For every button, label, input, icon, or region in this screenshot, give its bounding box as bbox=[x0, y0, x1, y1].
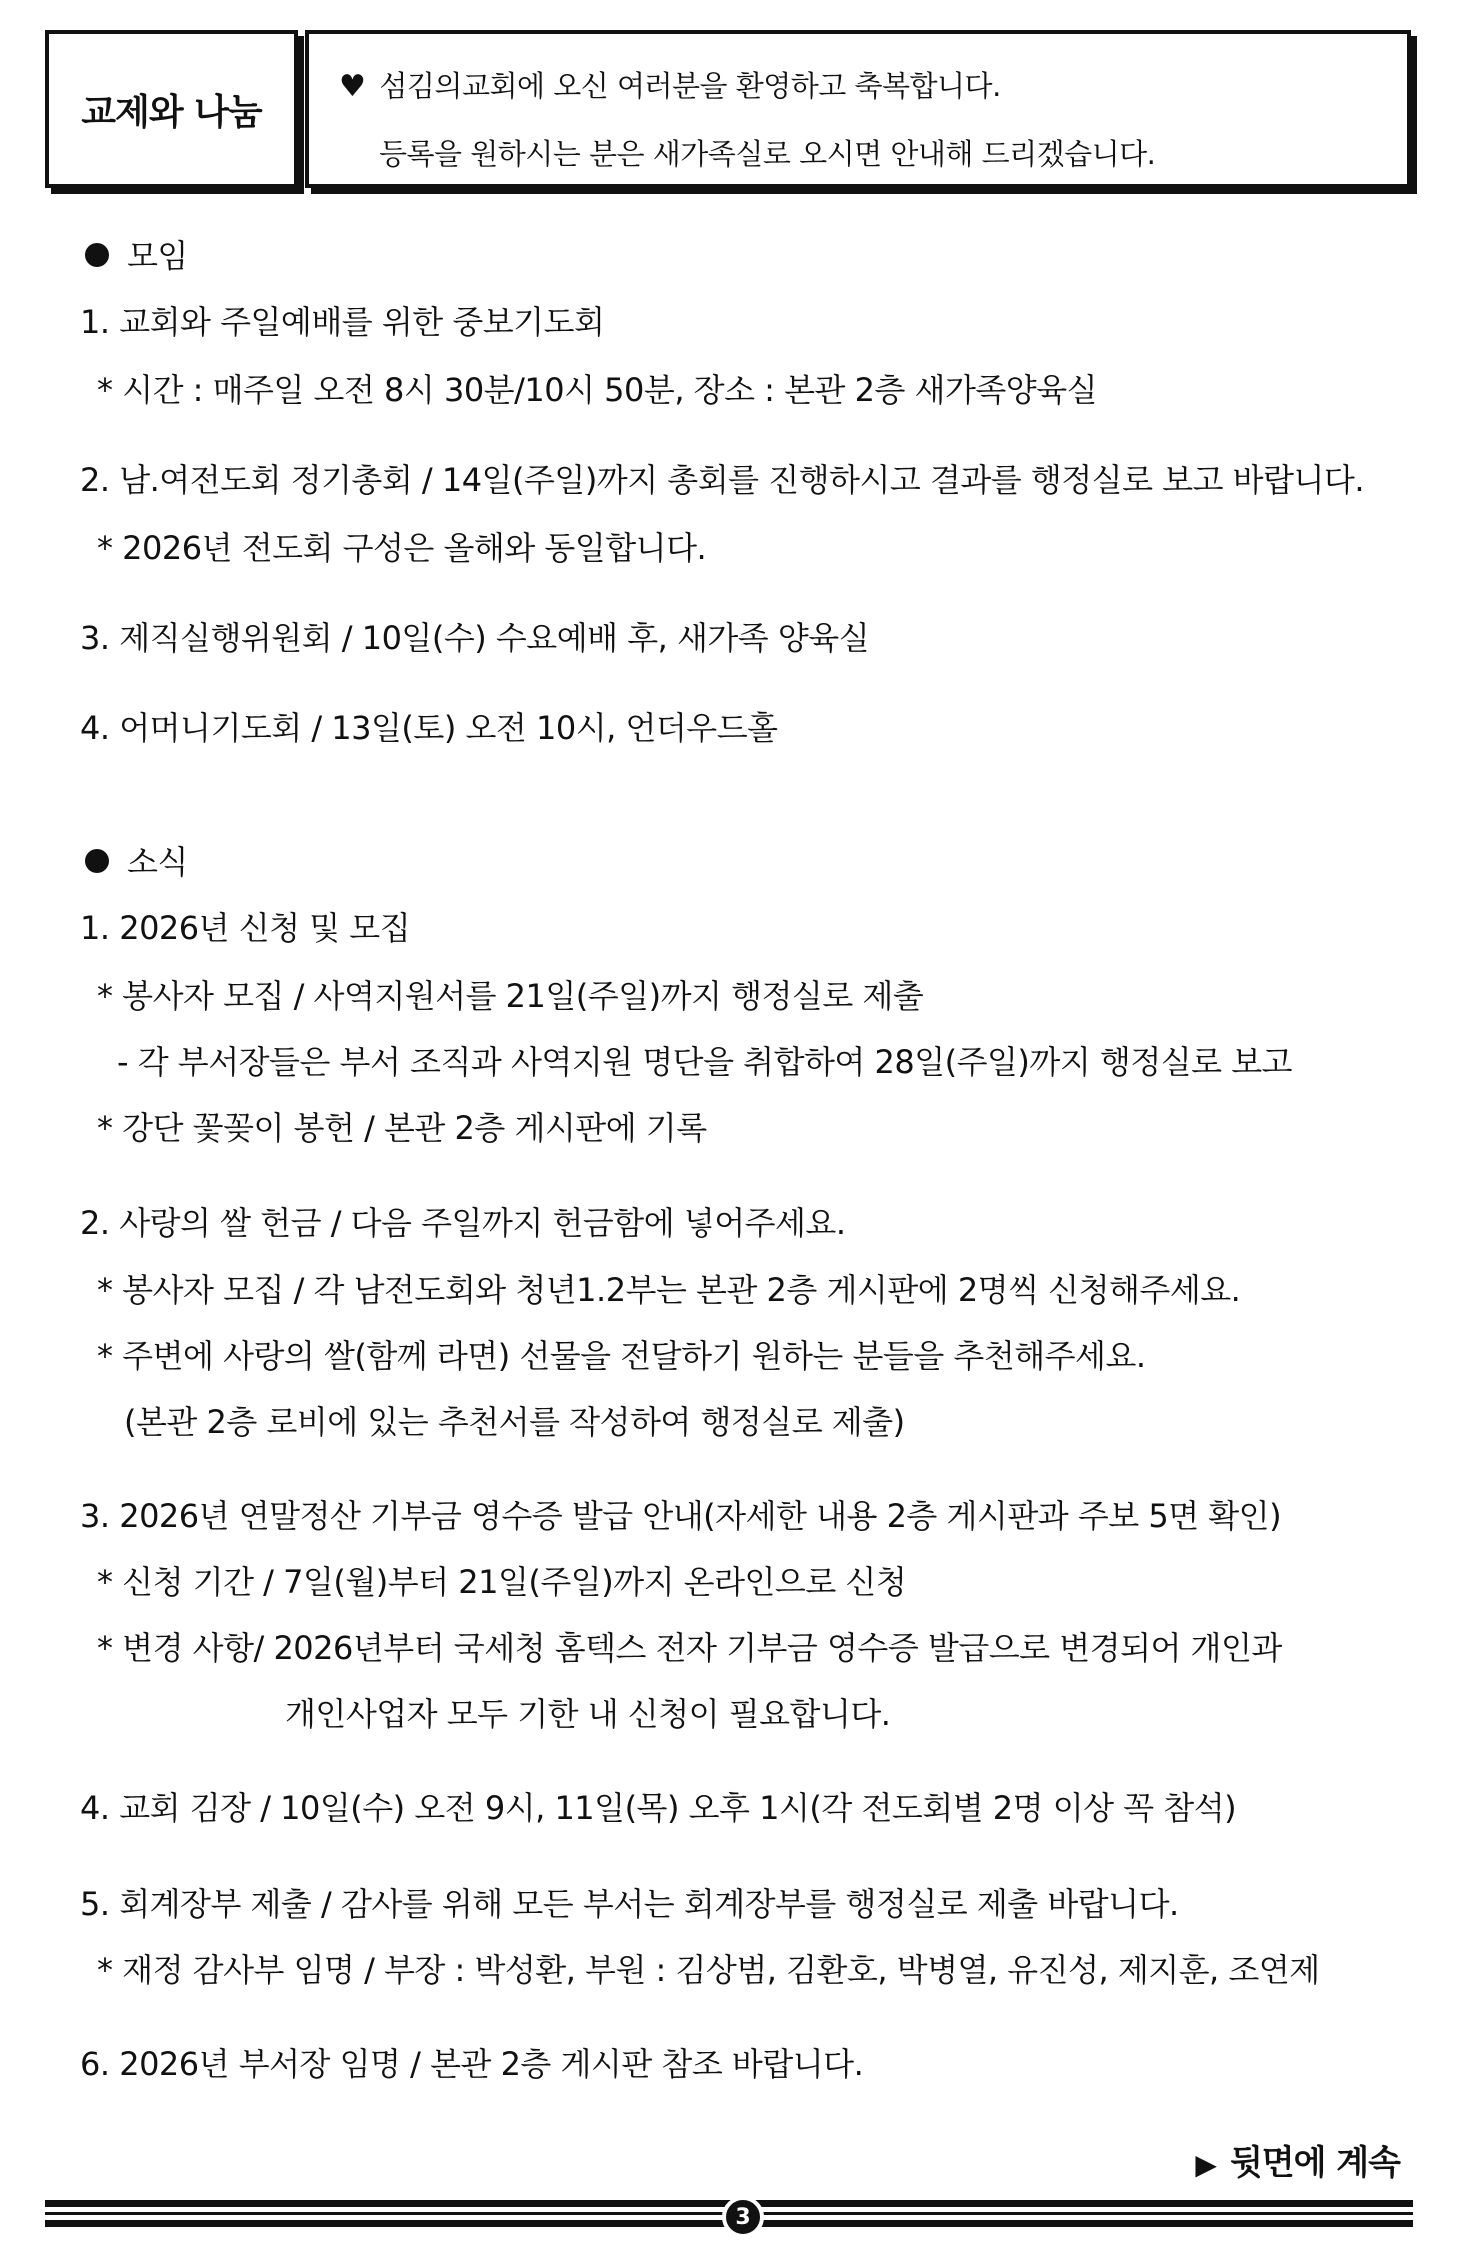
news-subitem: * 봉사자 모집 / 사역지원서를 21일(주일)까지 행정실로 제출 bbox=[97, 977, 924, 1015]
meetings-heading bbox=[85, 236, 188, 276]
section-title-box bbox=[45, 30, 298, 188]
bullet-icon bbox=[85, 849, 109, 873]
news-subitem: (본관 2층 로비에 있는 추천서를 작성하여 행정실로 제출) bbox=[124, 1403, 905, 1441]
meetings-item: 3. 제직실행위원회 / 10일(수) 수요예배 후, 새가족 양육실 bbox=[80, 619, 870, 657]
play-arrow-icon: ▶ bbox=[1195, 2148, 1216, 2181]
news-subitem: 개인사업자 모두 기한 내 신청이 필요합니다. bbox=[285, 1695, 891, 1733]
news-item: 3. 2026년 연말정산 기부금 영수증 발급 안내(자세한 내용 2층 게시판과 주보 5면 확인) bbox=[80, 1497, 1282, 1535]
continue-text: 뒷면에 계속 bbox=[1229, 2143, 1400, 2183]
news-subitem: * 신청 기간 / 7일(월)부터 21일(주일)까지 온라인으로 신청 bbox=[97, 1563, 907, 1601]
news-item: 1. 2026년 신청 및 모집 bbox=[80, 909, 411, 947]
news-subitem: * 봉사자 모집 / 각 남전도회와 청년1.2부는 본관 2층 게시판에 2명씩 신청해주세요. bbox=[97, 1271, 1241, 1309]
continue-note bbox=[1195, 2135, 1400, 2184]
meetings-item: 2. 남.여전도회 정기총회 / 14일(주일)까지 총회를 진행하시고 결과를 행정실로 보고 바랍니다. bbox=[80, 461, 1364, 499]
registration-line: 등록을 원하시는 분은 새가족실로 오시면 안내해 드리겠습니다. bbox=[379, 137, 1156, 171]
news-subitem: * 주변에 사랑의 쌀(함께 라면) 선물을 전달하기 원하는 분들을 추천해주세요. bbox=[97, 1337, 1146, 1375]
page-number: 3 bbox=[722, 2196, 764, 2238]
welcome-text: 섬김의교회에 오신 여러분을 환영하고 축복합니다. bbox=[379, 69, 1001, 103]
meetings-item: 4. 어머니기도회 / 13일(토) 오전 10시, 언더우드홀 bbox=[80, 709, 778, 747]
news-item: 5. 회계장부 제출 / 감사를 위해 모든 부서는 회계장부를 행정실로 제출 바랍니다. bbox=[80, 1885, 1179, 1923]
welcome-box bbox=[305, 30, 1411, 188]
news-item: 4. 교회 김장 / 10일(수) 오전 9시, 11일(목) 오후 1시(각 전도회별 2명 이상 꼭 참석) bbox=[80, 1789, 1237, 1827]
bullet-icon bbox=[85, 243, 109, 267]
news-subitem: * 재정 감사부 임명 / 부장 : 박성환, 부원 : 김상범, 김환호, 박병열, 유진성, 제지훈, 조연제 bbox=[97, 1951, 1320, 1989]
meetings-subitem: * 시간 : 매주일 오전 8시 30분/10시 50분, 장소 : 본관 2층 새가족양육실 bbox=[97, 371, 1098, 409]
meetings-item: 1. 교회와 주일예배를 위한 중보기도회 bbox=[80, 303, 605, 341]
news-subitem: - 각 부서장들은 부서 조직과 사역지원 명단을 취합하여 28일(주일)까지 행정실로 보고 bbox=[117, 1043, 1293, 1081]
news-heading-text: 소식 bbox=[127, 843, 188, 881]
news-item: 6. 2026년 부서장 임명 / 본관 2층 게시판 참조 바랍니다. bbox=[80, 2045, 864, 2083]
news-subitem: * 강단 꽃꽂이 봉헌 / 본관 2층 게시판에 기록 bbox=[97, 1109, 707, 1147]
meetings-heading-text: 모임 bbox=[127, 237, 188, 275]
welcome-line bbox=[339, 64, 1001, 105]
section-title: 교제와 나눔 bbox=[81, 91, 262, 133]
news-subitem: * 변경 사항/ 2026년부터 국세청 홈텍스 전자 기부금 영수증 발급으로 변경되어 개인과 bbox=[97, 1629, 1282, 1667]
meetings-subitem: * 2026년 전도회 구성은 올해와 동일합니다. bbox=[97, 529, 707, 567]
heart-icon: ♥ bbox=[339, 69, 366, 104]
news-heading bbox=[85, 842, 188, 882]
news-item: 2. 사랑의 쌀 헌금 / 다음 주일까지 헌금함에 넣어주세요. bbox=[80, 1204, 846, 1242]
